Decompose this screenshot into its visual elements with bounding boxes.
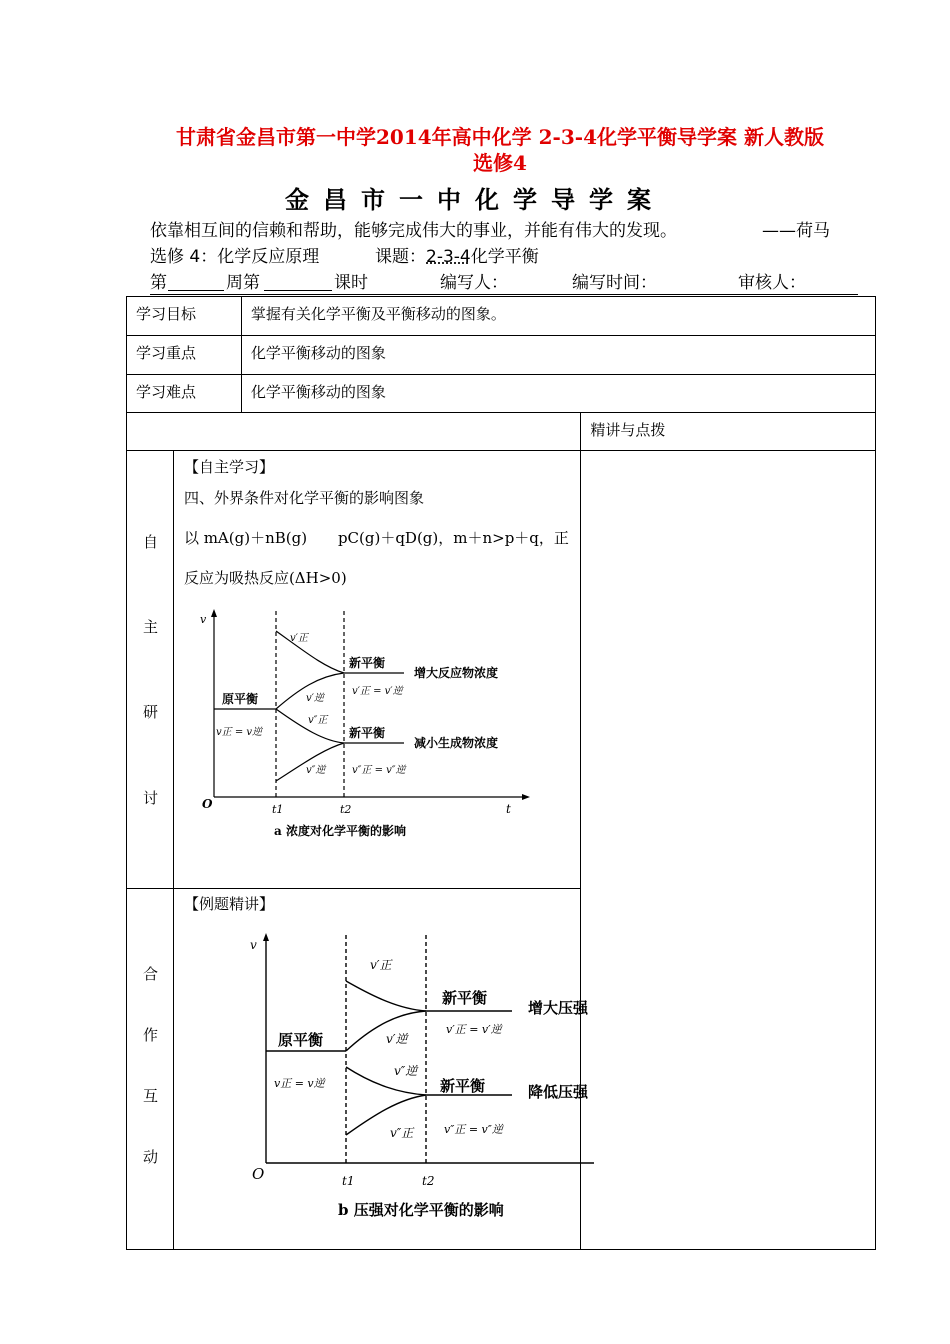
chart-b-vrev2: v″正: [389, 1126, 414, 1140]
course-line: [150, 246, 539, 268]
chart-a-veq1: v′正 = v′逆: [351, 686, 403, 697]
chart-b-veq0: v正 = v逆: [273, 1077, 325, 1090]
row-label: 学习重点: [127, 336, 242, 375]
table-row: [127, 375, 876, 413]
chart-b-vfwd1: v′正: [369, 958, 392, 972]
self-study-cell: [173, 451, 580, 889]
reaction-left: 以 mA(g)＋nB(g): [183, 529, 308, 547]
row-value: 掌握有关化学平衡及平衡移动的图象。: [241, 297, 875, 336]
row-value: 化学平衡移动的图象: [241, 375, 875, 413]
table-row: [127, 413, 876, 451]
chart-a-case2: 减小生成物浓度: [413, 736, 498, 750]
notes-column: [581, 451, 876, 1250]
topic-value: 2-3-4: [426, 247, 471, 267]
chart-b-veq1: v′正 = v′逆: [445, 1023, 502, 1036]
week-blank[interactable]: [168, 272, 224, 291]
chart-a-tick-t2: t2: [339, 803, 352, 816]
chart-a-xlabel: t: [505, 802, 511, 816]
cooperate-heading: 【例题精讲】: [183, 895, 274, 913]
lesson-blank[interactable]: [264, 272, 332, 291]
row-label: 学习目标: [127, 297, 242, 336]
chart-a-new2: 新平衡: [348, 726, 385, 740]
chart-a-vfwd2: v″正: [307, 715, 328, 726]
row-value: 化学平衡移动的图象: [241, 336, 875, 375]
chart-b-case2: 降低压强: [527, 1083, 588, 1101]
chart-b-ylabel: v: [249, 938, 257, 952]
chart-a-tick-t1: t1: [271, 803, 284, 816]
reviewer-label: 审核人：: [738, 273, 806, 293]
chart-b-tick-t1: t1: [341, 1174, 355, 1188]
topic-name: 化学平衡: [470, 247, 539, 267]
motto-text: 依靠相互间的信赖和帮助，能够完成伟大的事业，并能有伟大的发现。: [150, 221, 677, 241]
chart-b-case1: 增大压强: [527, 999, 588, 1017]
self-study-heading: 【自主学习】: [183, 458, 274, 476]
cooperate-cell: [173, 889, 588, 1250]
reaction-right: pC(g)＋qD(g)，m＋n>p＋q，正: [337, 529, 569, 547]
pressure-chart: [194, 925, 594, 1245]
topic-label: 课题：: [375, 247, 426, 267]
chart-b-orig: 原平衡: [277, 1031, 323, 1049]
chart-a-orig: 原平衡: [221, 692, 258, 706]
writer-label: 编写人：: [440, 273, 508, 293]
motto-line: [150, 220, 830, 242]
side-header: 精讲与点拨: [581, 413, 876, 451]
chart-a-veq2: v″正 = v″逆: [351, 765, 406, 776]
doc-title-line1: 甘肃省金昌市第一中学2014年高中化学 2-3-4化学平衡导学案 新人教版: [176, 125, 824, 149]
table-row: [127, 297, 876, 336]
week-prefix: 第: [150, 273, 167, 293]
chart-b-vrev1: v′逆: [385, 1032, 408, 1046]
chart-a-vfwd1: v′正: [289, 633, 308, 644]
self-study-subheading: 四、外界条件对化学平衡的影响图象: [183, 489, 424, 507]
meta-line: [150, 272, 858, 295]
cooperate-vertical-label: 合 作 互 动: [127, 889, 174, 1250]
self-study-vertical-label: 自 主 研 讨: [127, 451, 174, 889]
table-row: [127, 336, 876, 375]
school-heading: 金昌市一中化学导学案: [285, 186, 665, 214]
doc-title-line2: 选修4: [473, 151, 527, 175]
chart-b-vfwd2: v″逆: [393, 1064, 418, 1078]
chart-b-veq2: v″正 = v″逆: [443, 1123, 503, 1136]
motto-author: ——荷马: [762, 221, 830, 241]
chart-a-title: a 浓度对化学平衡的影响: [273, 824, 406, 838]
row-label: 学习难点: [127, 375, 242, 413]
table-row: [127, 451, 876, 889]
chart-a-ylabel: v: [199, 613, 207, 626]
empty-cell: [127, 413, 581, 451]
topic: [375, 246, 539, 268]
time-label: 编写时间：: [572, 273, 657, 293]
concentration-chart: [194, 601, 534, 841]
chart-b-tick-t2: t2: [421, 1174, 435, 1188]
study-table: [126, 296, 876, 1250]
chart-a-vrev2: v″逆: [305, 765, 326, 776]
reaction-condition: 反应为吸热反应(ΔH>0): [183, 569, 347, 587]
chart-a-case1: 增大反应物浓度: [413, 666, 498, 680]
chart-a-vrev1: v′逆: [305, 693, 324, 704]
week-label: 周第: [226, 273, 260, 293]
chart-a-new1: 新平衡: [348, 656, 385, 670]
course-label: 选修 4：化学反应原理: [150, 247, 320, 267]
chart-b-title: b 压强对化学平衡的影响: [337, 1201, 504, 1219]
chart-b-new2: 新平衡: [439, 1077, 485, 1095]
chart-a-origin: O: [201, 797, 213, 811]
lesson-label: 课时: [334, 273, 368, 293]
chart-b-new1: 新平衡: [441, 989, 487, 1007]
chart-a-veq0: v正 = v逆: [215, 727, 262, 738]
chart-b-origin: O: [251, 1165, 265, 1183]
